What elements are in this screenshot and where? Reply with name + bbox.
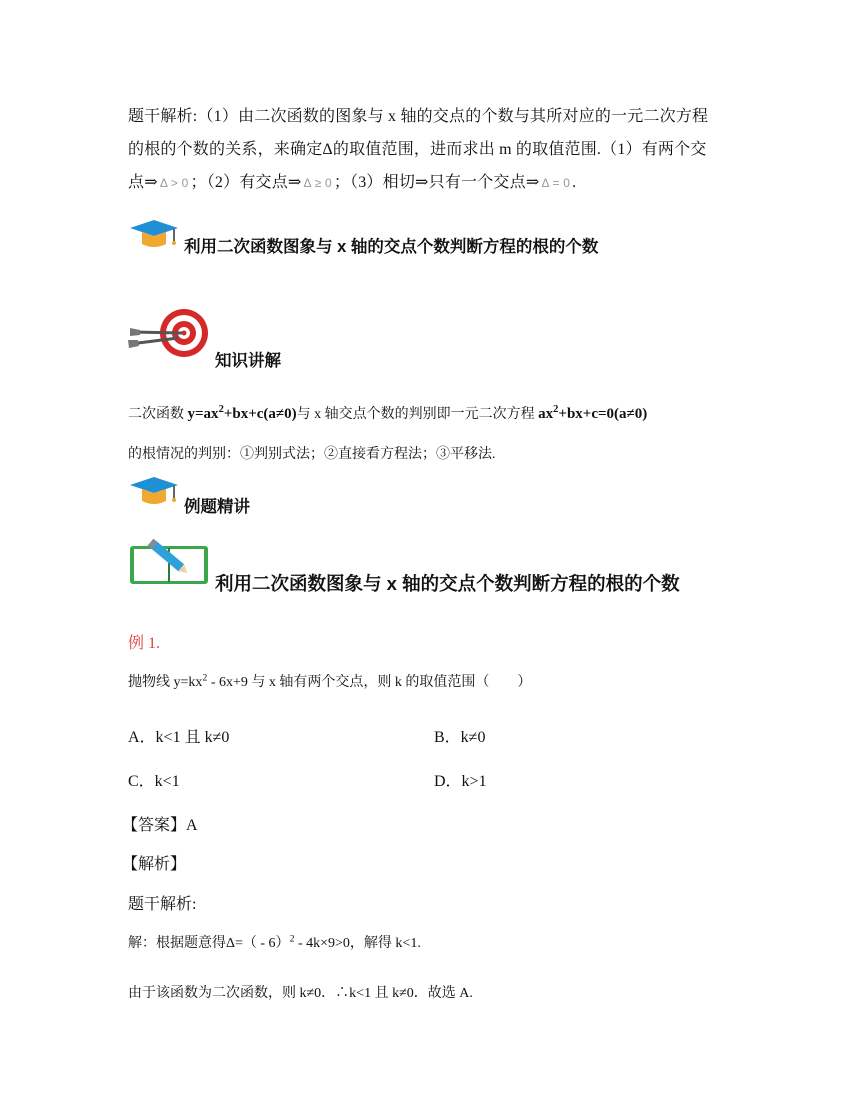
analysis-subtitle: 题干解析:: [128, 896, 197, 913]
option-a: A．k<1 且 k≠0: [128, 729, 230, 746]
analysis-label: 【解析】: [122, 856, 187, 873]
example-question: 抛物线 $y=kx^2 - 6x+9$ 与 x 轴有两个交点，则 k 的取值范围（ ）: [128, 672, 532, 690]
solution-line-2: 由于该函数为二次函数，则 k≠0．∴k<1 且 k≠0．故选 A.: [128, 986, 473, 1001]
intro-line-2: 的根的个数的关系，来确定Δ的取值范围，进而求出 m 的取值范围.（1）有两个交: [128, 141, 707, 158]
option-d: D．k>1: [434, 773, 487, 790]
graduation-cap-icon: [128, 218, 180, 252]
graduation-cap-icon: [128, 475, 180, 509]
answer: 【答案】A: [122, 817, 198, 834]
knowledge-paragraph-2: 的根情况的判别：①判别式法；②直接看方程法；③平移法.: [128, 447, 496, 462]
knowledge-title: 知识讲解: [215, 352, 281, 370]
examples-title: 例题精讲: [184, 498, 250, 516]
knowledge-paragraph-1: 二次函数 $y=ax^2+bx+c(a\ne 0)$与 x 轴交点个数的判别即一元二次方程 $ax^2+bx+c=0(a\ne 0)$: [128, 404, 648, 422]
section-title-2: 利用二次函数图象与 x 轴的交点个数判断方程的根的个数: [215, 573, 680, 594]
target-icon: [128, 308, 210, 360]
example-label: 例 1.: [128, 635, 161, 652]
condition-3: Δ = 0: [541, 176, 571, 190]
section-title-1: 利用二次函数图象与 x 轴的交点个数判断方程的根的个数: [184, 238, 599, 256]
solution-line-1: 解：根据题意得Δ=（ - 6）$^2$ - 4k×9>0，解得 k<1.: [128, 933, 421, 951]
condition-2: Δ ≥ 0: [303, 176, 332, 190]
book-pencil-icon: [128, 532, 212, 586]
option-c: C．k<1: [128, 773, 180, 790]
intro-line-1: 题干解析:（1）由二次函数的图象与 x 轴的交点的个数与其所对应的一元二次方程: [128, 108, 709, 125]
option-b: B．k≠0: [434, 729, 486, 746]
intro-line-3: 点⇒ Δ > 0 ；（2）有交点⇒ Δ ≥ 0 ；（3）相切⇒只有一个交点⇒ Δ = 0 .: [128, 174, 577, 191]
condition-1: Δ > 0: [159, 176, 189, 190]
